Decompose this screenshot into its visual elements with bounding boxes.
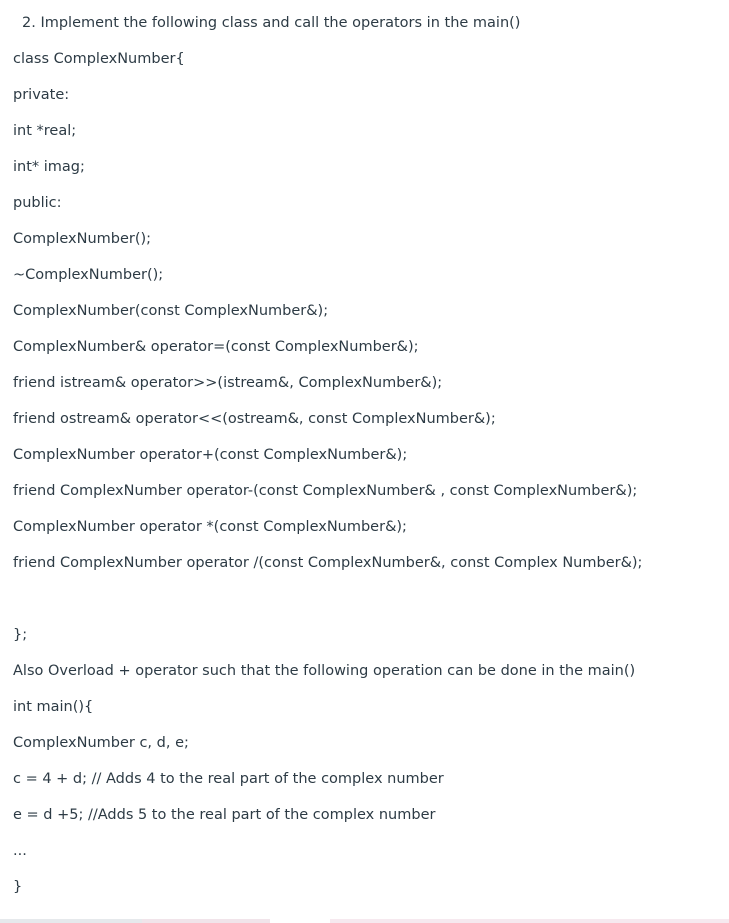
destructor: ~ComplexNumber(); bbox=[13, 267, 164, 283]
main-ellipsis: ... bbox=[13, 843, 27, 859]
overload-instructions: Also Overload + operator such that the following operation can be done in the main() bbox=[13, 663, 636, 679]
divider-segment bbox=[330, 919, 729, 923]
default-constructor: ComplexNumber(); bbox=[13, 231, 152, 247]
main-closing-brace: } bbox=[13, 879, 23, 895]
bottom-divider bbox=[0, 919, 729, 923]
multiply-operator: ComplexNumber operator *(const ComplexNumber&); bbox=[13, 519, 407, 535]
main-signature: int main(){ bbox=[13, 699, 94, 715]
minus-operator: friend ComplexNumber operator-(const ComplexNumber& , const ComplexNumber&); bbox=[13, 483, 638, 499]
class-closing-brace: }; bbox=[13, 627, 28, 643]
output-operator: friend ostream& operator<<(ostream&, const ComplexNumber&); bbox=[13, 411, 496, 427]
main-declaration: ComplexNumber c, d, e; bbox=[13, 735, 189, 751]
member-imag: int* imag; bbox=[13, 159, 85, 175]
divider-segment bbox=[270, 919, 330, 923]
copy-constructor: ComplexNumber(const ComplexNumber&); bbox=[13, 303, 329, 319]
question-header: 2. Implement the following class and call the operators in the main() bbox=[22, 15, 521, 31]
main-add-four: c = 4 + d; // Adds 4 to the real part of the complex number bbox=[13, 771, 444, 787]
main-add-five: e = d +5; //Adds 5 to the real part of the complex number bbox=[13, 807, 436, 823]
class-declaration-line: class ComplexNumber{ bbox=[13, 51, 185, 67]
assignment-operator: ComplexNumber& operator=(const ComplexNumber&); bbox=[13, 339, 419, 355]
input-operator: friend istream& operator>>(istream&, ComplexNumber&); bbox=[13, 375, 443, 391]
divide-operator: friend ComplexNumber operator /(const ComplexNumber&, const Complex Number&); bbox=[13, 555, 643, 571]
member-real: int *real; bbox=[13, 123, 77, 139]
divider-segment bbox=[142, 919, 270, 923]
divider-segment bbox=[0, 919, 142, 923]
plus-operator: ComplexNumber operator+(const ComplexNumber&); bbox=[13, 447, 408, 463]
access-specifier-private: private: bbox=[13, 87, 70, 103]
access-specifier-public: public: bbox=[13, 195, 62, 211]
